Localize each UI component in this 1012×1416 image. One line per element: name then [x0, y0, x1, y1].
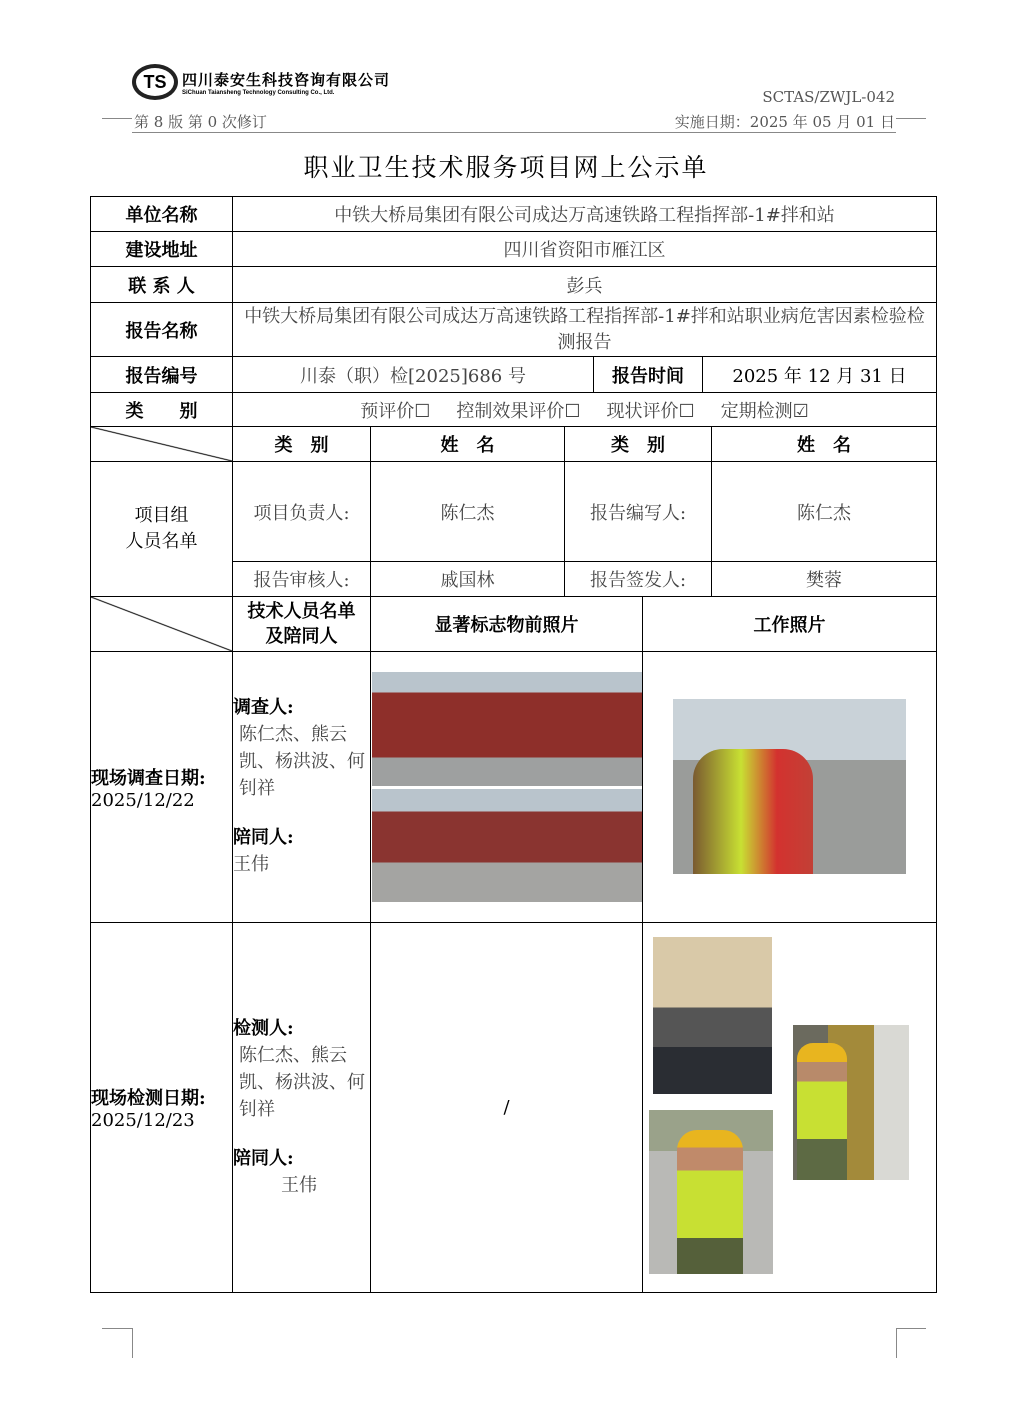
survey-staff: 陈仁杰、熊云凯、杨洪波、何钊祥: [239, 724, 365, 799]
company-name: 四川泰安生科技咨询有限公司: [182, 70, 391, 89]
addr-value: 四川省资阳市雁江区: [232, 231, 937, 267]
group-label: 项目组 人员名单: [90, 461, 233, 597]
corner-mark: [102, 1328, 132, 1329]
survey-date-cell: [90, 651, 233, 923]
member-role: 项目负责人:: [232, 461, 371, 562]
member-role: 报告审核人:: [232, 561, 371, 597]
code-label: 报告编号: [90, 356, 233, 393]
col-staff: 技术人员名单 及陪同人: [232, 596, 371, 652]
col-type: 类 别: [564, 426, 712, 462]
detect-staff: 陈仁杰、熊云凯、杨洪波、何钊祥: [239, 1045, 365, 1120]
time-value: 2025 年 12 月 31 日: [702, 356, 937, 393]
work-photo: [793, 1025, 909, 1180]
col-name: 姓 名: [711, 426, 937, 462]
type-control: 控制效果评价☐: [456, 400, 581, 422]
doc-code: SCTAS/ZWJL-042: [762, 88, 895, 106]
diagonal-cell: [90, 426, 233, 462]
page-title: 职业卫生技术服务项目网上公示单: [303, 153, 709, 182]
survey-date-label: 现场调查日期:: [91, 767, 206, 789]
header-divider: [132, 132, 896, 133]
company-name-en: SiChuan Taiansheng Technology Consulting Co., Ltd.: [182, 89, 335, 96]
member-role: 报告签发人:: [564, 561, 712, 597]
detect-date-label: 现场检测日期:: [91, 1088, 206, 1109]
corner-mark: [132, 1328, 133, 1358]
detect-date-cell: [90, 922, 233, 1293]
corner-mark: [896, 1328, 926, 1329]
contact-value: 彭兵: [232, 266, 937, 303]
survey-date: 2025/12/22: [91, 789, 195, 811]
unit-value: 中铁大桥局集团有限公司成达万高速铁路工程指挥部-1#拌和站: [232, 196, 937, 232]
member-role: 报告编写人:: [564, 461, 712, 562]
type-periodic: 定期检测☑: [720, 400, 809, 422]
member-name: 陈仁杰: [370, 461, 565, 562]
report-value: 中铁大桥局集团有限公司成达万高速铁路工程指挥部-1#拌和站职业病危害因素检验检测报告: [232, 302, 937, 357]
type-status: 现状评价☐: [606, 400, 695, 422]
col-type: 类 别: [232, 426, 371, 462]
corner-mark: [896, 118, 926, 119]
addr-label: 建设地址: [90, 231, 233, 267]
survey-escort-label: 陪同人:: [233, 827, 294, 848]
member-name: 樊蓉: [711, 561, 937, 597]
detect-landmark-cell: /: [370, 922, 643, 1293]
effective-date: 实施日期：2025 年 05 月 01 日: [674, 113, 895, 131]
type-label: 类 别: [90, 392, 233, 427]
survey-escort: 王伟: [233, 854, 269, 875]
workers-figure: [693, 749, 813, 874]
corner-mark: [896, 1328, 897, 1358]
type-options: [232, 392, 937, 427]
survey-staff-cell: [232, 651, 371, 923]
detect-staff-label: 检测人:: [233, 1018, 294, 1039]
company-logo: [132, 64, 390, 100]
col-name: 姓 名: [370, 426, 565, 462]
contact-label: 联 系 人: [90, 266, 233, 303]
type-pre: 预评价☐: [360, 400, 431, 422]
work-photo: [649, 1110, 773, 1274]
member-name: 陈仁杰: [711, 461, 937, 562]
diagonal-cell: [90, 596, 233, 652]
unit-label: 单位名称: [90, 196, 233, 232]
detect-escort: 王伟: [281, 1175, 317, 1196]
code-value: 川泰（职）检[2025]686 号: [232, 356, 594, 393]
detect-escort-label: 陪同人:: [233, 1148, 294, 1169]
survey-staff-label: 调查人:: [233, 697, 294, 718]
work-photo: [673, 699, 906, 874]
worker-figure: [677, 1130, 743, 1274]
corner-mark: [102, 118, 132, 119]
landmark-photo: [372, 672, 642, 786]
worker-figure: [797, 1043, 847, 1180]
version: 第 8 版 第 0 次修订: [134, 113, 267, 131]
member-name: 戚国林: [370, 561, 565, 597]
time-label: 报告时间: [593, 356, 703, 393]
detect-date: 2025/12/23: [91, 1110, 195, 1131]
detect-staff-cell: [232, 922, 371, 1293]
col-work: 工作照片: [642, 596, 937, 652]
report-label: 报告名称: [90, 302, 233, 357]
work-photo: [653, 937, 772, 1094]
logo-mark-icon: TS: [132, 64, 178, 100]
landmark-photo: [372, 789, 642, 902]
col-landmark: 显著标志物前照片: [370, 596, 643, 652]
